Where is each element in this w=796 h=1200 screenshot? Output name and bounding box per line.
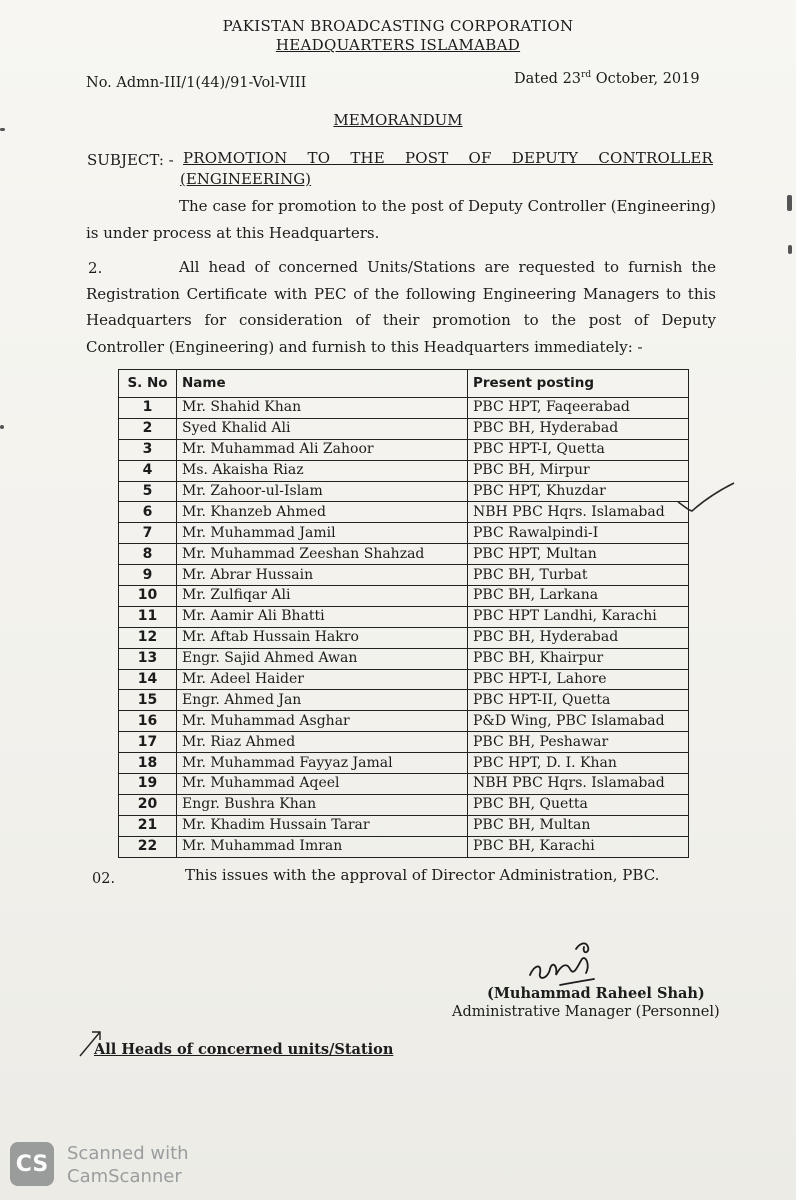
header-posting: Present posting (468, 370, 689, 398)
cell-posting: PBC HPT, Faqeerabad (468, 398, 689, 419)
table-row (119, 544, 689, 565)
cell-sno: 11 (119, 606, 177, 627)
cell-posting: PBC HPT, Multan (468, 544, 689, 565)
paragraph-3-number: 02. (92, 871, 116, 887)
cell-posting: PBC HPT, D. I. Khan (468, 753, 689, 774)
cell-posting: PBC BH, Hyderabad (468, 418, 689, 439)
cell-name: Mr. Muhammad Imran (177, 836, 468, 857)
table-header-row (119, 370, 689, 398)
cell-name: Mr. Muhammad Asghar (177, 711, 468, 732)
cell-name: Mr. Zulfiqar Ali (177, 586, 468, 607)
signatory-designation: Administrative Manager (Personnel) (452, 1004, 720, 1020)
cell-name: Mr. Adeel Haider (177, 669, 468, 690)
cell-name: Mr. Aamir Ali Bhatti (177, 606, 468, 627)
table-row (119, 711, 689, 732)
cell-sno: 14 (119, 669, 177, 690)
cell-sno: 20 (119, 794, 177, 815)
cell-sno: 15 (119, 690, 177, 711)
cell-sno: 22 (119, 836, 177, 857)
engineers-table (118, 369, 689, 858)
cell-name: Mr. Muhammad Jamil (177, 523, 468, 544)
cell-posting: PBC BH, Multan (468, 815, 689, 836)
cell-posting: NBH PBC Hqrs. Islamabad (468, 502, 689, 523)
table-row (119, 439, 689, 460)
cell-sno: 5 (119, 481, 177, 502)
cell-sno: 7 (119, 523, 177, 544)
reference-number: No. Admn-III/1(44)/91-Vol-VIII (86, 75, 307, 91)
cell-posting: PBC HPT-I, Quetta (468, 439, 689, 460)
table-row (119, 794, 689, 815)
cell-name: Engr. Ahmed Jan (177, 690, 468, 711)
cell-sno: 3 (119, 439, 177, 460)
table-row (119, 398, 689, 419)
paragraph-3: This issues with the approval of Director Administration, PBC. (185, 866, 660, 884)
cell-posting: PBC BH, Khairpur (468, 648, 689, 669)
table-row (119, 481, 689, 502)
table-row (119, 627, 689, 648)
cell-sno: 16 (119, 711, 177, 732)
cell-posting: PBC Rawalpindi-I (468, 523, 689, 544)
signatory-name: (Muhammad Raheel Shah) (487, 985, 705, 1002)
table-row (119, 774, 689, 795)
cell-posting: PBC HPT Landhi, Karachi (468, 606, 689, 627)
cell-name: Mr. Muhammad Zeeshan Shahzad (177, 544, 468, 565)
cell-posting: PBC HPT, Khuzdar (468, 481, 689, 502)
scan-edge-mark (788, 245, 792, 254)
scan-edge-mark (0, 425, 4, 429)
header-sno: S. No (119, 370, 177, 398)
cell-sno: 8 (119, 544, 177, 565)
paragraph-2: All head of concerned Units/Stations are requested to furnish the Registration Certificate with PEC of the following Engineering Managers to this Headquarters for consideration of their promotion to the post of Deputy Controller (Engineering) and furnish to this Headquarters immediately: - (86, 258, 716, 356)
office-name: HEADQUARTERS ISLAMABAD (275, 36, 521, 54)
cell-sno: 10 (119, 586, 177, 607)
table-row (119, 732, 689, 753)
cell-name: Syed Khalid Ali (177, 418, 468, 439)
cell-name: Mr. Khadim Hussain Tarar (177, 815, 468, 836)
cell-name: Mr. Khanzeb Ahmed (177, 502, 468, 523)
table-row (119, 669, 689, 690)
paragraph-2-number: 2. (88, 259, 103, 277)
table-row (119, 648, 689, 669)
cell-sno: 12 (119, 627, 177, 648)
cell-sno: 9 (119, 565, 177, 586)
addressee-line: All Heads of concerned units/Station (94, 1041, 394, 1058)
subject-line-1: PROMOTION TO THE POST OF DEPUTY CONTROLLER (183, 149, 713, 167)
cell-name: Mr. Muhammad Ali Zahoor (177, 439, 468, 460)
subject-line-2: (ENGINEERING) (180, 170, 312, 188)
organization-name: PAKISTAN BROADCASTING CORPORATION (222, 17, 574, 35)
table-row (119, 836, 689, 857)
cell-sno: 6 (119, 502, 177, 523)
cell-posting: PBC BH, Turbat (468, 565, 689, 586)
cell-name: Mr. Riaz Ahmed (177, 732, 468, 753)
camscanner-logo-icon: CS (10, 1142, 54, 1186)
cell-posting: PBC HPT-I, Lahore (468, 669, 689, 690)
cell-sno: 2 (119, 418, 177, 439)
cell-name: Mr. Aftab Hussain Hakro (177, 627, 468, 648)
table-row (119, 586, 689, 607)
table-row (119, 815, 689, 836)
cell-name: Mr. Muhammad Fayyaz Jamal (177, 753, 468, 774)
cell-posting: PBC BH, Peshawar (468, 732, 689, 753)
cell-sno: 4 (119, 460, 177, 481)
watermark-line-2: CamScanner (67, 1166, 182, 1187)
cell-sno: 13 (119, 648, 177, 669)
cell-sno: 18 (119, 753, 177, 774)
cell-posting: PBC BH, Mirpur (468, 460, 689, 481)
scan-edge-mark (0, 128, 5, 131)
cell-name: Mr. Abrar Hussain (177, 565, 468, 586)
table-row (119, 565, 689, 586)
table-row (119, 460, 689, 481)
cell-posting: PBC BH, Quetta (468, 794, 689, 815)
table-row (119, 418, 689, 439)
cell-posting: P&D Wing, PBC Islamabad (468, 711, 689, 732)
cell-posting: PBC BH, Hyderabad (468, 627, 689, 648)
cell-posting: PBC BH, Larkana (468, 586, 689, 607)
cell-sno: 19 (119, 774, 177, 795)
cell-posting: PBC HPT-II, Quetta (468, 690, 689, 711)
paragraph-1: The case for promotion to the post of Deputy Controller (Engineering) is under process at this Headquarters. (86, 197, 716, 242)
table-row (119, 502, 689, 523)
cell-name: Ms. Akaisha Riaz (177, 460, 468, 481)
table-row (119, 523, 689, 544)
cell-posting: PBC BH, Karachi (468, 836, 689, 857)
cell-name: Engr. Bushra Khan (177, 794, 468, 815)
cell-sno: 17 (119, 732, 177, 753)
cell-name: Mr. Zahoor-ul-Islam (177, 481, 468, 502)
scan-edge-mark (787, 195, 792, 211)
watermark-line-1: Scanned with (67, 1143, 189, 1164)
memo-title: MEMORANDUM (333, 111, 463, 129)
table-row (119, 606, 689, 627)
cell-name: Mr. Muhammad Aqeel (177, 774, 468, 795)
table-row (119, 753, 689, 774)
cell-sno: 1 (119, 398, 177, 419)
cell-sno: 21 (119, 815, 177, 836)
memo-date: Dated 23rd October, 2019 (514, 70, 700, 87)
header-name: Name (177, 370, 468, 398)
table-row (119, 690, 689, 711)
cell-name: Mr. Shahid Khan (177, 398, 468, 419)
camscanner-watermark (67, 1142, 189, 1188)
table-body (119, 398, 689, 858)
cell-posting: NBH PBC Hqrs. Islamabad (468, 774, 689, 795)
cell-name: Engr. Sajid Ahmed Awan (177, 648, 468, 669)
subject-label: SUBJECT: - (87, 151, 174, 169)
tick-mark-icon (676, 480, 736, 515)
